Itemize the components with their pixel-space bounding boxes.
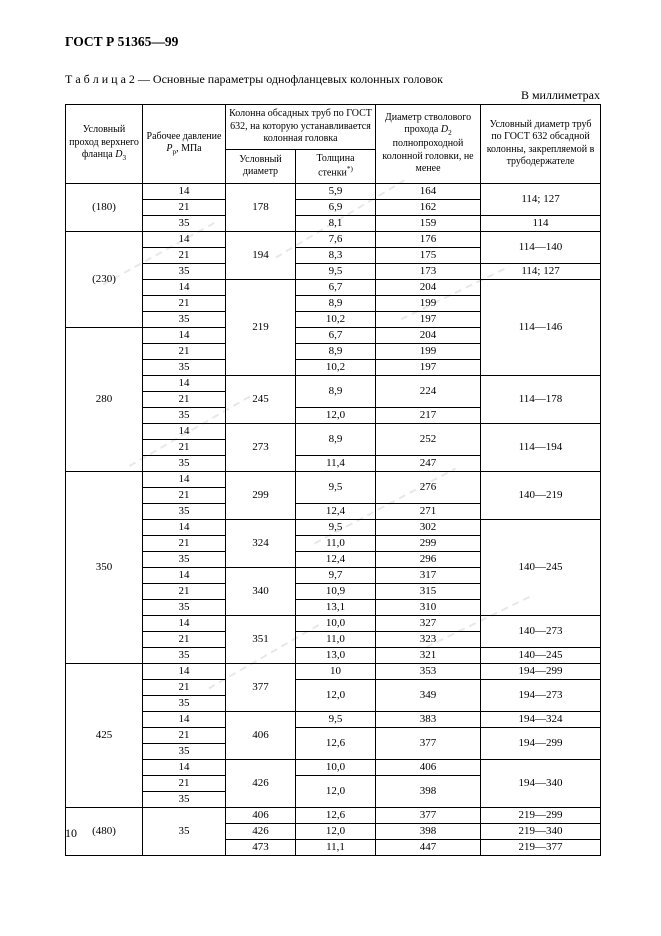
cell-bore-diameter: 406 [376,759,481,775]
cell-bore-diameter: 317 [376,567,481,583]
cell-bore-diameter: 164 [376,183,481,199]
cell-bore-diameter: 353 [376,663,481,679]
cell-working-pressure: 21 [143,295,226,311]
header-text: Толщина стенки [316,152,355,179]
column-header-casing-diameter: Условный диаметр [226,149,296,183]
table-row [66,279,601,295]
cell-wall-thickness: 9,5 [296,471,376,503]
cell-wall-thickness: 11,0 [296,631,376,647]
column-header-flange-bore [66,105,143,184]
cell-working-pressure: 35 [143,807,226,855]
footnote-marker: *) [346,165,353,173]
cell-wall-thickness: 8,1 [296,215,376,231]
cell-wall-thickness: 9,5 [296,519,376,535]
cell-tubing-diameter-range: 140—245 [481,519,601,615]
cell-working-pressure: 35 [143,503,226,519]
cell-working-pressure: 14 [143,327,226,343]
cell-casing-diameter: 273 [226,423,296,471]
header-row-top [66,105,601,150]
table-row [66,727,601,743]
cell-wall-thickness: 11,1 [296,839,376,855]
cell-tubing-diameter-range: 140—273 [481,615,601,647]
cell-flange-bore: 425 [66,663,143,807]
table-row [66,679,601,695]
cell-casing-diameter: 406 [226,711,296,759]
cell-bore-diameter: 323 [376,631,481,647]
column-header-wall-thickness [296,149,376,183]
cell-flange-bore: 350 [66,471,143,663]
cell-bore-diameter: 159 [376,215,481,231]
cell-wall-thickness: 8,9 [296,295,376,311]
cell-bore-diameter: 199 [376,343,481,359]
cell-working-pressure: 14 [143,375,226,391]
cell-casing-diameter: 324 [226,519,296,567]
cell-wall-thickness: 9,7 [296,567,376,583]
table-row [66,519,601,535]
cell-wall-thickness: 12,4 [296,503,376,519]
cell-wall-thickness: 12,0 [296,679,376,711]
table-caption: Т а б л и ц а 2 — Основные параметры однофланцевых колонных головок [65,72,443,86]
cell-casing-diameter: 178 [226,183,296,231]
column-header-tubing-diameter: Условный диаметр труб по ГОСТ 632 обсадной колонны, закрепляемой в трубодержателе [481,105,601,184]
cell-bore-diameter: 217 [376,407,481,423]
cell-bore-diameter: 447 [376,839,481,855]
header-text: Условный проход верхнего фланца [69,124,139,161]
symbol-d-sub: 3 [122,154,127,163]
cell-flange-bore: (180) [66,183,143,231]
cell-bore-diameter: 176 [376,231,481,247]
cell-working-pressure: 21 [143,775,226,791]
symbol-p: P [166,143,173,155]
cell-bore-diameter: 383 [376,711,481,727]
table-row [66,471,601,487]
cell-bore-diameter: 398 [376,775,481,807]
cell-wall-thickness: 12,6 [296,807,376,823]
cell-bore-diameter: 204 [376,279,481,295]
cell-working-pressure: 14 [143,711,226,727]
cell-wall-thickness: 8,9 [296,375,376,407]
cell-working-pressure: 35 [143,359,226,375]
cell-tubing-diameter-range: 194—273 [481,679,601,711]
cell-working-pressure: 14 [143,615,226,631]
cell-wall-thickness: 5,9 [296,183,376,199]
symbol-p-sub: р [172,148,177,157]
cell-working-pressure: 21 [143,727,226,743]
cell-working-pressure: 35 [143,215,226,231]
cell-wall-thickness: 12,4 [296,551,376,567]
cell-working-pressure: 35 [143,599,226,615]
cell-casing-diameter: 426 [226,823,296,839]
header-text: Рабочее давление [146,130,222,142]
cell-tubing-diameter-range: 114 [481,215,601,231]
cell-working-pressure: 21 [143,583,226,599]
cell-casing-diameter: 340 [226,567,296,615]
table-row [66,615,601,631]
column-header-working-pressure [143,105,226,184]
cell-bore-diameter: 315 [376,583,481,599]
document-code: ГОСТ Р 51365—99 [65,34,179,49]
cell-flange-bore: (230) [66,231,143,327]
cell-working-pressure: 21 [143,535,226,551]
table-row [66,263,601,279]
cell-bore-diameter: 310 [376,599,481,615]
table-row [66,423,601,439]
cell-working-pressure: 21 [143,487,226,503]
cell-casing-diameter: 426 [226,759,296,807]
cell-bore-diameter: 175 [376,247,481,263]
cell-wall-thickness: 10,0 [296,615,376,631]
parameters-table [65,104,601,856]
cell-working-pressure: 35 [143,311,226,327]
units-note: В миллиметрах [520,88,600,102]
cell-tubing-diameter-range: 114; 127 [481,183,601,215]
cell-wall-thickness: 12,6 [296,727,376,759]
cell-wall-thickness: 12,0 [296,775,376,807]
cell-working-pressure: 35 [143,455,226,471]
cell-working-pressure: 14 [143,279,226,295]
cell-wall-thickness: 13,0 [296,647,376,663]
cell-working-pressure: 21 [143,199,226,215]
cell-bore-diameter: 271 [376,503,481,519]
cell-working-pressure: 14 [143,759,226,775]
cell-wall-thickness: 8,3 [296,247,376,263]
cell-bore-diameter: 377 [376,727,481,759]
cell-working-pressure: 35 [143,407,226,423]
cell-wall-thickness: 13,1 [296,599,376,615]
cell-wall-thickness: 11,0 [296,535,376,551]
cell-bore-diameter: 197 [376,311,481,327]
cell-tubing-diameter-range: 219—340 [481,823,601,839]
cell-wall-thickness: 9,5 [296,711,376,727]
cell-wall-thickness: 10,2 [296,359,376,375]
column-header-bore-diameter [376,105,481,184]
cell-tubing-diameter-range: 140—219 [481,471,601,519]
cell-wall-thickness: 10 [296,663,376,679]
column-group-header-casing: Колонна обсадных труб по ГОСТ 632, на которую устанавливается колонная головка [226,105,376,150]
table-row [66,375,601,391]
cell-casing-diameter: 377 [226,663,296,711]
cell-bore-diameter: 321 [376,647,481,663]
cell-working-pressure: 14 [143,423,226,439]
cell-working-pressure: 35 [143,791,226,807]
cell-bore-diameter: 252 [376,423,481,455]
cell-bore-diameter: 247 [376,455,481,471]
cell-working-pressure: 14 [143,471,226,487]
cell-bore-diameter: 327 [376,615,481,631]
cell-tubing-diameter-range: 114—178 [481,375,601,423]
cell-working-pressure: 14 [143,231,226,247]
header-text: Диаметр стволового прохода [384,111,472,136]
cell-tubing-diameter-range: 114—146 [481,279,601,375]
header-text: , МПа [176,143,202,155]
cell-working-pressure: 21 [143,439,226,455]
table-row [66,183,601,199]
cell-wall-thickness: 6,7 [296,327,376,343]
table-row [66,231,601,247]
table-body [66,183,601,855]
cell-working-pressure: 21 [143,391,226,407]
cell-wall-thickness: 10,2 [296,311,376,327]
cell-working-pressure: 35 [143,551,226,567]
cell-bore-diameter: 162 [376,199,481,215]
table-header [66,105,601,184]
symbol-d-sub: 2 [448,129,452,138]
cell-casing-diameter: 473 [226,839,296,855]
cell-bore-diameter: 276 [376,471,481,503]
cell-bore-diameter: 398 [376,823,481,839]
cell-casing-diameter: 245 [226,375,296,423]
cell-bore-diameter: 197 [376,359,481,375]
cell-wall-thickness: 10,9 [296,583,376,599]
cell-working-pressure: 35 [143,695,226,711]
cell-tubing-diameter-range: 219—299 [481,807,601,823]
cell-working-pressure: 21 [143,343,226,359]
table-row [66,711,601,727]
cell-bore-diameter: 224 [376,375,481,407]
cell-casing-diameter: 299 [226,471,296,519]
cell-bore-diameter: 377 [376,807,481,823]
cell-bore-diameter: 302 [376,519,481,535]
cell-wall-thickness: 12,0 [296,823,376,839]
table-row [66,647,601,663]
cell-working-pressure: 14 [143,519,226,535]
table-row [66,807,601,823]
cell-bore-diameter: 349 [376,679,481,711]
table-row [66,215,601,231]
cell-flange-bore: 280 [66,327,143,471]
cell-tubing-diameter-range: 219—377 [481,839,601,855]
header-text: полнопроходной колонной головки, не менее [382,138,474,175]
cell-working-pressure: 21 [143,247,226,263]
cell-tubing-diameter-range: 114—194 [481,423,601,471]
cell-casing-diameter: 219 [226,279,296,375]
table-row [66,759,601,775]
cell-wall-thickness: 8,9 [296,423,376,455]
cell-working-pressure: 14 [143,567,226,583]
cell-bore-diameter: 199 [376,295,481,311]
cell-bore-diameter: 296 [376,551,481,567]
cell-bore-diameter: 204 [376,327,481,343]
cell-working-pressure: 14 [143,183,226,199]
cell-wall-thickness: 12,0 [296,407,376,423]
cell-tubing-diameter-range: 114; 127 [481,263,601,279]
cell-casing-diameter: 406 [226,807,296,823]
cell-wall-thickness: 9,5 [296,263,376,279]
cell-bore-diameter: 173 [376,263,481,279]
cell-wall-thickness: 10,0 [296,759,376,775]
page-number: 10 [65,826,77,840]
cell-wall-thickness: 6,9 [296,199,376,215]
cell-working-pressure: 21 [143,631,226,647]
cell-tubing-diameter-range: 140—245 [481,647,601,663]
cell-flange-bore: (480) [66,807,143,855]
cell-casing-diameter: 194 [226,231,296,279]
cell-tubing-diameter-range: 194—340 [481,759,601,807]
cell-wall-thickness: 11,4 [296,455,376,471]
cell-tubing-diameter-range: 194—299 [481,663,601,679]
symbol-d: D [115,149,123,161]
cell-casing-diameter: 351 [226,615,296,663]
cell-working-pressure: 35 [143,263,226,279]
cell-wall-thickness: 6,7 [296,279,376,295]
cell-working-pressure: 35 [143,647,226,663]
table-row [66,663,601,679]
cell-tubing-diameter-range: 194—324 [481,711,601,727]
cell-tubing-diameter-range: 194—299 [481,727,601,759]
cell-working-pressure: 35 [143,743,226,759]
cell-bore-diameter: 299 [376,535,481,551]
cell-working-pressure: 14 [143,663,226,679]
cell-tubing-diameter-range: 114—140 [481,231,601,263]
cell-working-pressure: 21 [143,679,226,695]
cell-wall-thickness: 8,9 [296,343,376,359]
cell-wall-thickness: 7,6 [296,231,376,247]
symbol-d: D [440,124,449,136]
